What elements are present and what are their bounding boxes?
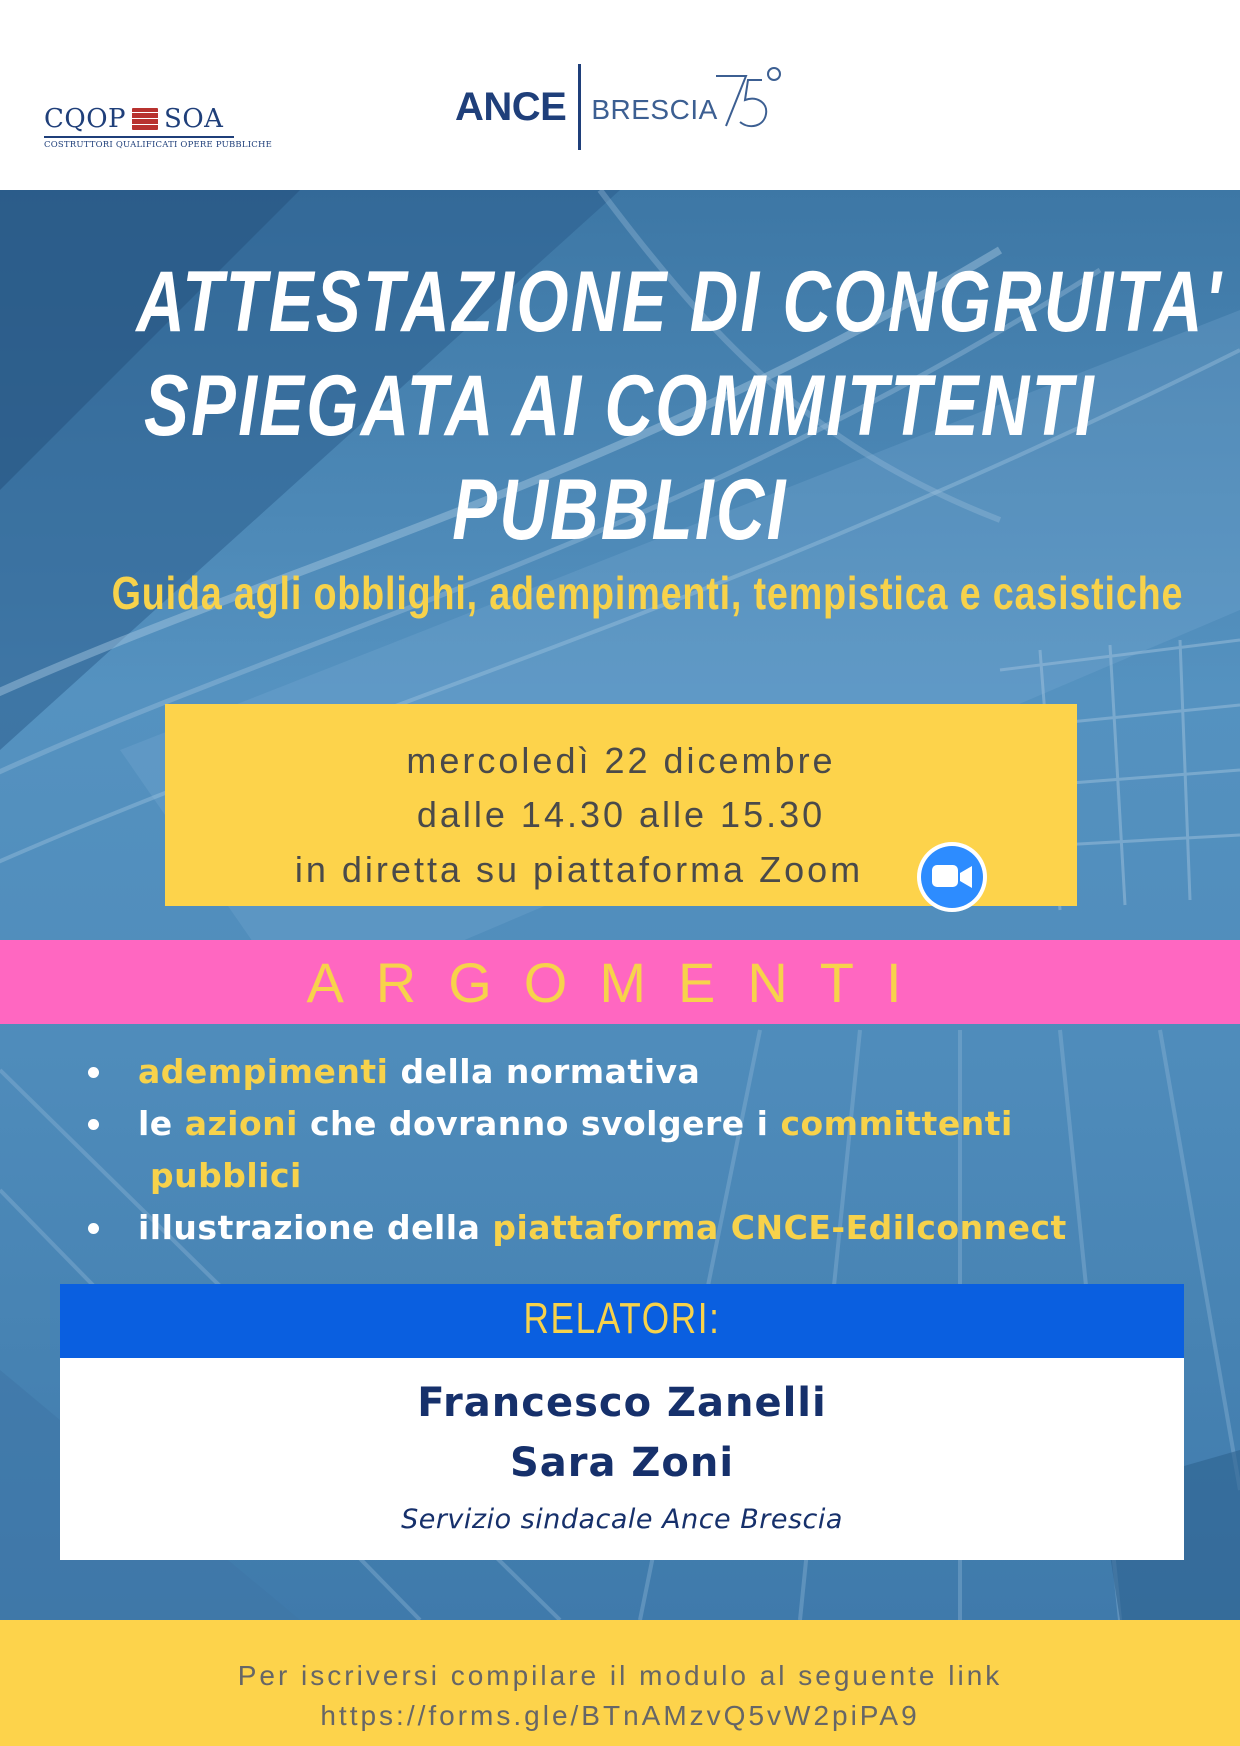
list-item <box>84 1046 1204 1098</box>
speaker-name: Sara Zoni <box>509 1440 735 1486</box>
topic-highlight: pubblici <box>150 1156 302 1195</box>
ance-brescia-logo <box>455 62 782 152</box>
topic-highlight: azioni <box>184 1104 298 1143</box>
list-item <box>84 1098 1204 1202</box>
topics-list <box>84 1046 1204 1254</box>
topic-text: che dovranno svolgere i <box>297 1104 781 1143</box>
title-line-3: PUBBLICI <box>452 462 788 558</box>
registration-text: Per iscriversi compilare il modulo al seguente link <box>237 1660 1003 1691</box>
topic-highlight: committenti <box>780 1104 1013 1143</box>
event-time: dalle 14.30 alle 15.30 <box>416 794 826 835</box>
title-line-1: ATTESTAZIONE DI CONGRUITA' <box>136 254 1224 350</box>
list-item <box>84 1202 1204 1254</box>
event-title <box>136 250 1224 562</box>
topic-text: le <box>138 1104 185 1143</box>
event-date: mercoledì 22 dicembre <box>406 740 836 781</box>
topic-text: della normativa <box>388 1052 701 1091</box>
anniversary-75-mark <box>712 64 782 150</box>
header <box>0 0 1240 190</box>
ance-logo-text: ANCE <box>455 84 567 129</box>
topic-text: illustrazione della <box>138 1208 493 1247</box>
anniversary-75-icon <box>712 64 782 150</box>
event-subtitle: Guida agli obblighi, adempimenti, tempistica e casistiche <box>111 567 1184 619</box>
speakers-heading-bar <box>60 1284 1184 1358</box>
logo-divider <box>578 64 581 150</box>
zoom-video-icon <box>917 842 987 912</box>
registration-footer <box>0 1620 1240 1746</box>
cqop-tagline: COSTRUTTORI QUALIFICATI OPERE PUBBLICHE <box>44 140 272 150</box>
topic-highlight: adempimenti <box>138 1052 389 1091</box>
brick-icon <box>132 108 158 130</box>
topics-heading: ARGOMENTI <box>306 951 934 1014</box>
speaker-name: Francesco Zanelli <box>417 1380 827 1426</box>
bullet-icon <box>88 1223 99 1234</box>
topics-heading-bar <box>0 940 1240 1024</box>
video-camera-icon <box>932 862 974 892</box>
topic-highlight: piattaforma CNCE-Edilconnect <box>492 1208 1067 1247</box>
cqop-soa-logo <box>44 104 272 150</box>
bullet-icon <box>88 1067 99 1078</box>
speaker-role: Servizio sindacale Ance Brescia <box>401 1504 843 1535</box>
event-info-box <box>165 704 1077 906</box>
brescia-logo-text: BRESCIA <box>591 94 718 125</box>
logo-rule <box>44 136 234 138</box>
soa-logo-text: SOA <box>164 104 224 134</box>
bullet-icon <box>88 1119 99 1130</box>
hero-section <box>0 190 1240 1620</box>
title-line-2: SPIEGATA AI COMMITTENTI <box>144 358 1096 454</box>
event-platform-text: in diretta su piattaforma Zoom <box>294 849 864 890</box>
registration-link[interactable]: https://forms.gle/BTnAMzvQ5vW2piPA9 <box>320 1700 920 1731</box>
speakers-heading: RELATORI: <box>523 1294 721 1343</box>
speakers-box <box>60 1358 1184 1560</box>
cqop-logo-text: CQOP <box>44 104 127 134</box>
